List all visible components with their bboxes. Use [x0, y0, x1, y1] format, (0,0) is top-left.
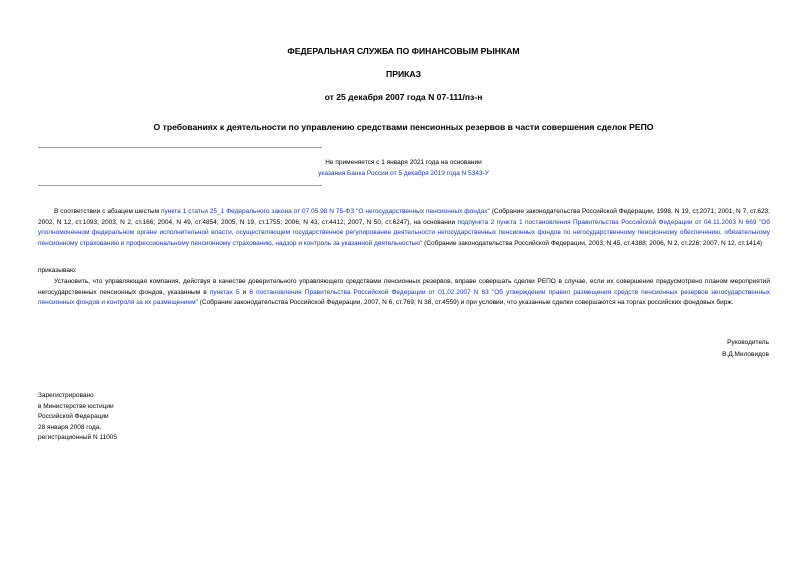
registration-line: в Министерстве юстиции [38, 402, 114, 410]
signatory-name: В.Д.Миловидов [722, 351, 769, 358]
government-decree-669-link[interactable]: подпункта 2 пункта 1 постановления Правительства Российской Федерации от 04.11.2003 N 669 "Об уполномоченном федеральном органе исполнительной власти, осуществляющем государственное регулирование деятельности негосударственных пенсионных фондов по негосударственному пенсионному обеспечению, обязательному пенсионному страхованию и профессиональному пенсионному страхованию, надзор и контроль за указанной деятельностью" [38, 218, 770, 247]
agency-heading: ФЕДЕРАЛЬНАЯ СЛУЖБА ПО ФИНАНСОВЫМ РЫНКАМ [287, 46, 520, 56]
preamble-text-2: (Собрание законодательства Российской Федерации, 1998, N 19, ст.2071; 2001, N 7, ст.623; 2002, N 12, ст.1093; 2003, N 2, ст.166; 2004, N 49, ст.4854; 2005, N 19, ст.1755; 2006, N 43, ст.4412; 2007, N 50, ст.6247), на основании [38, 208, 770, 226]
signatory-role: Руководитель [727, 339, 769, 346]
notice-top-rule [38, 147, 322, 148]
document-type: ПРИКАЗ [386, 69, 421, 79]
registration-line: Зарегистрировано [38, 392, 94, 399]
document-date-number: от 25 декабря 2007 года N 07-111/пз-н [324, 92, 483, 102]
preamble-text-3: (Собрание законодательства Российской Федерации, 2003, N 45, ст.4388; 2006, N 2, ст.226; 2007, N 12, ст.1414) [422, 239, 763, 247]
preamble-text-1: В соответствии с абзацем шестым [54, 208, 161, 215]
repeal-notice-text: Не применяется с 1 января 2021 года на основании [325, 159, 482, 166]
repeal-notice-link[interactable]: указания Банка России от 5 декабря 2019 года N 5343-У [318, 170, 489, 177]
clause-5-link[interactable]: пунктах 5 [209, 288, 240, 296]
provision-text-2: и [239, 288, 250, 296]
main-provision-paragraph [38, 277, 770, 309]
orders-label: приказываю: [38, 267, 77, 274]
registration-line: 28 января 2008 года, [38, 423, 102, 431]
notice-bottom-rule [38, 185, 322, 186]
provision-text-3: (Собрание законодательства Российской Федерации, 2007, N 6, ст.769; N 38, ст.4559) и при условии, что указанные сделки совершаются на торгах российских фондовых бирж. [197, 299, 734, 306]
provision-text-1: Установить, что управляющая компания, действуя в качестве доверительного управляющего средствами пенсионных резервов, вправе совершать сделки РЕПО в случае, если их совершение предусмотрено планом мероприятий негосударственных пенсионных фондов, указанным в [38, 278, 770, 296]
government-decree-63-link[interactable]: 6 постановления Правительства Российской Федерации от 01.02.2007 N 63 "Об утверждении правил размещения средств пенсионных резервов негосударственных пенсионных фондов и контроля за их размещением" [38, 288, 771, 306]
registration-line: Российской Федерации [38, 413, 109, 420]
document-title: О требованиях к деятельности по управлению средствами пенсионных резервов в части совершения сделок РЕПО [153, 122, 654, 132]
repeal-notice-link-row [0, 168, 807, 179]
registration-line: регистрационный N 11005 [38, 434, 118, 441]
federal-law-link[interactable]: пункта 1 статьи 25_1 Федерального закона от 07.05.98 N 75-ФЗ "О негосударственных пенсионных фондах" [160, 208, 490, 215]
registration-block [38, 391, 117, 444]
preamble-paragraph [38, 207, 770, 249]
